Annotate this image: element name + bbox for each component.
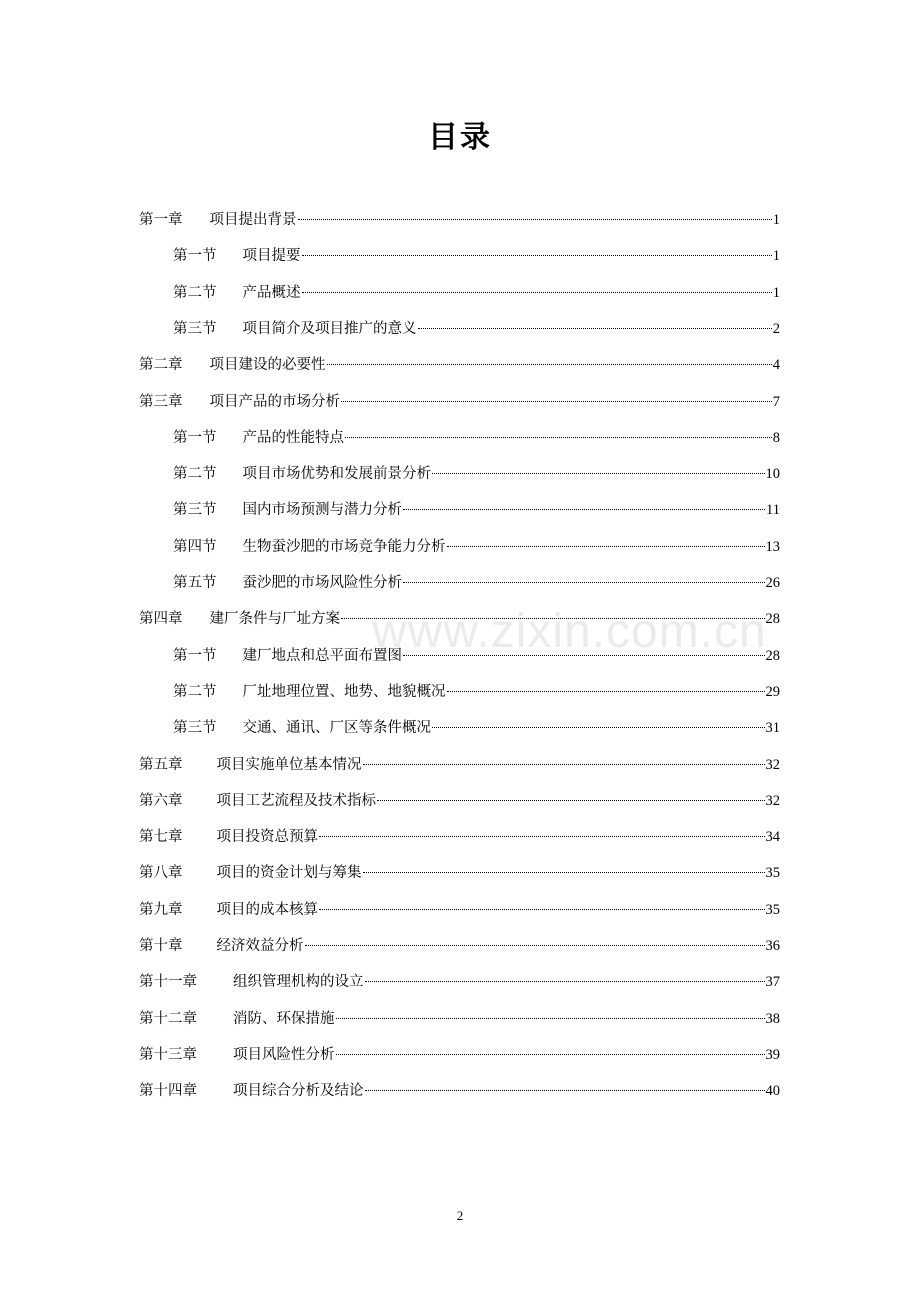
toc-entry-title: 项目投资总预算 [216,829,318,846]
toc-entry-title: 项目的资金计划与筹集 [216,865,362,882]
watermark: www.zixin.com.cn [372,605,767,658]
toc-entry-page: 32 [765,756,780,773]
toc-dot-leader [377,800,765,801]
toc-entry-page: 4 [772,357,780,374]
toc-entry-title: 项目简介及项目推广的意义 [242,320,417,337]
toc-entry-number: 第二节 [173,284,217,301]
toc-entry-chapter[interactable] [139,390,780,414]
toc-entry-number: 第三章 [139,393,183,410]
toc-entry-title: 项目市场优势和发展前景分析 [242,466,431,483]
toc-dot-leader [319,836,765,837]
toc-entry-page: 2 [772,320,780,337]
toc-entry-section[interactable] [173,281,780,305]
toc-entry-number: 第一节 [173,647,217,664]
toc-entry-page: 10 [765,466,780,483]
toc-entry-chapter[interactable] [139,1043,780,1067]
toc-entry-title: 蚕沙肥的市场风险性分析 [242,575,402,591]
toc-entry-title: 交通、通讯、厂区等条件概况 [242,720,431,737]
toc-entry-number: 第一节 [173,429,217,446]
toc-entry-section[interactable] [173,498,780,522]
toc-entry-number: 第二章 [139,357,183,374]
toc-entry-number: 第十章 [139,938,183,954]
toc-entry-number: 第四节 [173,538,217,555]
toc-entry-page: 36 [765,938,780,954]
toc-entry-page: 38 [765,1010,780,1027]
toc-dot-leader [447,691,765,692]
toc-entry-number: 第十三章 [139,1046,197,1063]
toc-entry-chapter[interactable] [139,934,780,958]
toc-entry-page: 28 [765,611,780,628]
toc-entry-page: 40 [765,1083,780,1100]
toc-dot-leader [447,546,765,547]
toc-dot-leader [327,364,772,365]
toc-entry-chapter[interactable] [139,970,780,994]
toc-entry-chapter[interactable] [139,208,780,232]
toc-dot-leader [302,255,772,256]
toc-entry-number: 第一章 [139,212,183,228]
toc-entry-page: 1 [772,248,780,265]
toc-dot-leader [298,219,772,220]
toc-entry-section[interactable] [173,535,780,559]
toc-entry-chapter[interactable] [139,1007,780,1031]
toc-entry-number: 第七章 [139,829,183,846]
toc-entry-number: 第十四章 [139,1083,197,1100]
toc-entry-page: 39 [765,1046,780,1063]
toc-entry-number: 第十二章 [139,1010,197,1027]
toc-entry-number: 第一节 [173,248,217,265]
toc-entry-page: 8 [772,429,780,446]
toc-dot-leader [305,945,765,946]
toc-entry-title: 建厂条件与厂址方案 [209,611,340,628]
toc-entry-chapter[interactable] [139,825,780,849]
toc-dot-leader [418,328,772,329]
toc-entry-number: 第五节 [173,575,217,591]
toc-entry-section[interactable] [173,680,780,704]
toc-dot-leader [365,981,765,982]
toc-entry-section[interactable] [173,571,780,595]
toc-entry-title: 产品概述 [242,284,301,301]
toc-entry-title: 厂址地理位置、地势、地貌概况 [242,683,446,700]
toc-entry-title: 产品的性能特点 [242,429,344,446]
toc-dot-leader [403,582,765,583]
toc-entry-section[interactable] [173,462,780,486]
toc-entry-section[interactable] [173,244,780,268]
toc-entry-page: 29 [765,683,780,700]
toc-entry-number: 第五章 [139,756,183,773]
toc-dot-leader [345,437,772,438]
toc-entry-number: 第二节 [173,466,217,483]
toc-entry-chapter[interactable] [139,789,780,813]
toc-entry-title: 项目工艺流程及技术指标 [216,792,376,809]
toc-dot-leader [432,727,765,728]
toc-entry-page: 31 [765,720,780,737]
toc-entry-page: 28 [765,647,780,664]
toc-entry-page: 7 [772,393,780,410]
toc-entry-title: 消防、环保措施 [233,1010,335,1027]
toc-entry-page: 1 [772,284,780,301]
toc-entry-page: 1 [772,212,780,228]
toc-entry-number: 第六章 [139,792,183,809]
toc-dot-leader [363,764,765,765]
toc-entry-page: 26 [765,575,780,591]
toc-dot-leader [336,1054,765,1055]
page-number: 2 [456,1208,464,1223]
toc-entry-title: 项目建设的必要性 [209,357,326,374]
toc-entry-chapter[interactable] [139,1079,780,1103]
toc-entry-number: 第八章 [139,865,183,882]
page-title: 目录 [428,120,492,155]
toc-entry-page: 37 [765,974,780,991]
toc-entry-number: 第四章 [139,611,183,628]
toc-entry-title: 项目产品的市场分析 [209,393,340,410]
toc-entry-page: 11 [766,502,780,519]
toc-dot-leader [302,292,772,293]
toc-entry-number: 第二节 [173,683,217,700]
toc-entry-chapter[interactable] [139,753,780,777]
toc-entry-title: 项目综合分析及结论 [233,1083,364,1100]
toc-entry-page: 32 [765,792,780,809]
toc-entry-page: 34 [765,829,780,846]
toc-entry-page: 35 [765,901,780,918]
toc-entry-title: 国内市场预测与潜力分析 [242,502,402,519]
toc-entry-section[interactable] [173,426,780,450]
toc-entry-title: 项目风险性分析 [233,1046,335,1063]
toc-entry-title: 项目的成本核算 [216,901,318,918]
toc-entry-page: 13 [765,538,780,555]
toc-entry-number: 第三节 [173,320,217,337]
toc-dot-leader [365,1090,765,1091]
toc-entry-chapter[interactable] [139,898,780,922]
toc-entry-title: 组织管理机构的设立 [233,974,364,991]
toc-entry-title: 项目提要 [242,248,301,265]
toc-entry-page: 35 [765,865,780,882]
toc-entry-title: 生物蚕沙肥的市场竞争能力分析 [242,538,446,555]
toc-entry-title: 经济效益分析 [216,938,304,954]
toc-dot-leader [336,1018,765,1019]
toc-entry-number: 第九章 [139,901,183,918]
toc-entry-number: 第十一章 [139,974,197,991]
toc-entry-title: 项目提出背景 [209,212,297,228]
toc-dot-leader [319,909,765,910]
toc-entry-title: 项目实施单位基本情况 [216,756,362,773]
toc-dot-leader [363,872,765,873]
toc-entry-title: 建厂地点和总平面布置图 [242,647,402,664]
toc-entry-chapter[interactable] [139,861,780,885]
toc-entry-chapter[interactable] [139,353,780,377]
toc-dot-leader [403,509,765,510]
toc-dot-leader [432,473,765,474]
toc-entry-number: 第三节 [173,502,217,519]
toc-entry-section[interactable] [173,317,780,341]
toc-entry-number: 第三节 [173,720,217,737]
toc-entry-section[interactable] [173,716,780,740]
toc-dot-leader [341,401,772,402]
